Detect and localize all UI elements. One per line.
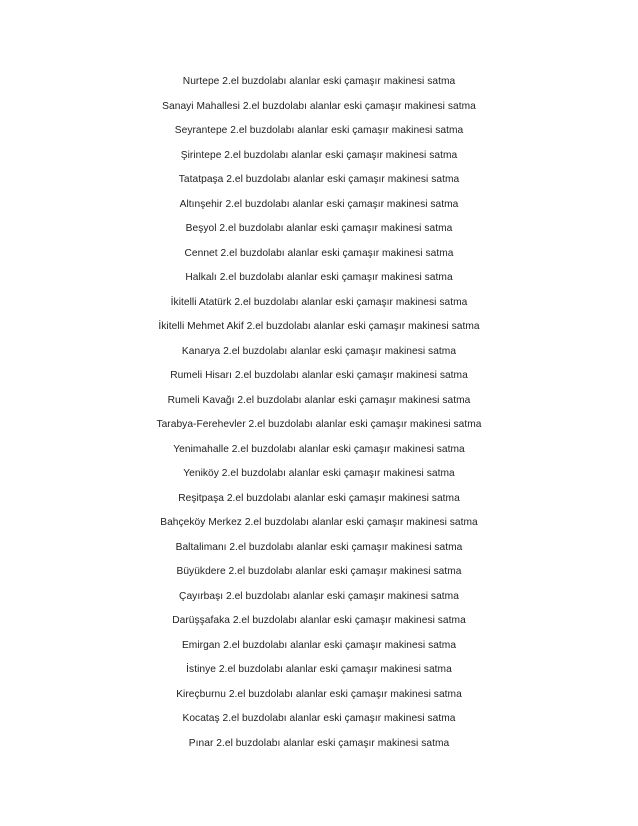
text-line: Sanayi Mahallesi 2.el buzdolabı alanlar eski çamaşır makinesi satma [162, 100, 476, 112]
text-line: Tatatpaşa 2.el buzdolabı alanlar eski çamaşır makinesi satma [178, 174, 460, 185]
text-line: Nurtepe 2.el buzdolabı alanlar eski çamaşır makinesi satma [182, 76, 456, 87]
text-line: Kanarya 2.el buzdolabı alanlar eski çamaşır makinesi satma [181, 345, 457, 357]
text-line: Kocataş 2.el buzdolabı alanlar eski çamaşır makinesi satma [182, 713, 456, 724]
text-line: Rumeli Hisarı 2.el buzdolabı alanlar eski çamaşır makinesi satma [170, 370, 468, 381]
text-line: Kireçburnu 2.el buzdolabı alanlar eski çamaşır makinesi satma [176, 688, 462, 700]
text-line: Beşyol 2.el buzdolabı alanlar eski çamaşır makinesi satma [185, 223, 453, 234]
text-line: Yenimahalle 2.el buzdolabı alanlar eski çamaşır makinesi satma [173, 443, 465, 455]
text-line: İstinye 2.el buzdolabı alanlar eski çamaşır makinesi satma [186, 664, 452, 675]
text-line: Seyrantepe 2.el buzdolabı alanlar eski çamaşır makinesi satma [174, 125, 464, 136]
text-line: Rumeli Kavağı 2.el buzdolabı alanlar eski çamaşır makinesi satma [167, 394, 471, 406]
text-line-list [0, 70, 638, 756]
text-line: İkitelli Atatürk 2.el buzdolabı alanlar eski çamaşır makinesi satma [170, 296, 468, 308]
text-line: Büyükdere 2.el buzdolabı alanlar eski çamaşır makinesi satma [176, 566, 462, 577]
text-line: İkitelli Mehmet Akif 2.el buzdolabı alanlar eski çamaşır makinesi satma [158, 321, 480, 332]
text-line: Baltalimanı 2.el buzdolabı alanlar eski çamaşır makinesi satma [175, 541, 463, 553]
text-line: Cennet 2.el buzdolabı alanlar eski çamaşır makinesi satma [184, 247, 454, 259]
text-line: Çayırbaşı 2.el buzdolabı alanlar eski çamaşır makinesi satma [179, 590, 459, 602]
text-line: Şirintepe 2.el buzdolabı alanlar eski çamaşır makinesi satma [180, 149, 458, 161]
text-line: Pınar 2.el buzdolabı alanlar eski çamaşır makinesi satma [188, 737, 450, 749]
text-line: Bahçeköy Merkez 2.el buzdolabı alanlar eski çamaşır makinesi satma [160, 517, 478, 528]
text-line: Yeniköy 2.el buzdolabı alanlar eski çamaşır makinesi satma [183, 468, 455, 479]
text-line: Reşitpaşa 2.el buzdolabı alanlar eski çamaşır makinesi satma [178, 492, 460, 504]
text-line: Emirgan 2.el buzdolabı alanlar eski çamaşır makinesi satma [181, 639, 457, 651]
text-line: Altınşehir 2.el buzdolabı alanlar eski çamaşır makinesi satma [179, 198, 459, 210]
text-line: Darüşşafaka 2.el buzdolabı alanlar eski çamaşır makinesi satma [172, 615, 466, 626]
text-line: Halkalı 2.el buzdolabı alanlar eski çamaşır makinesi satma [185, 272, 453, 283]
text-line: Tarabya-Ferehevler 2.el buzdolabı alanlar eski çamaşır makinesi satma [156, 419, 482, 430]
